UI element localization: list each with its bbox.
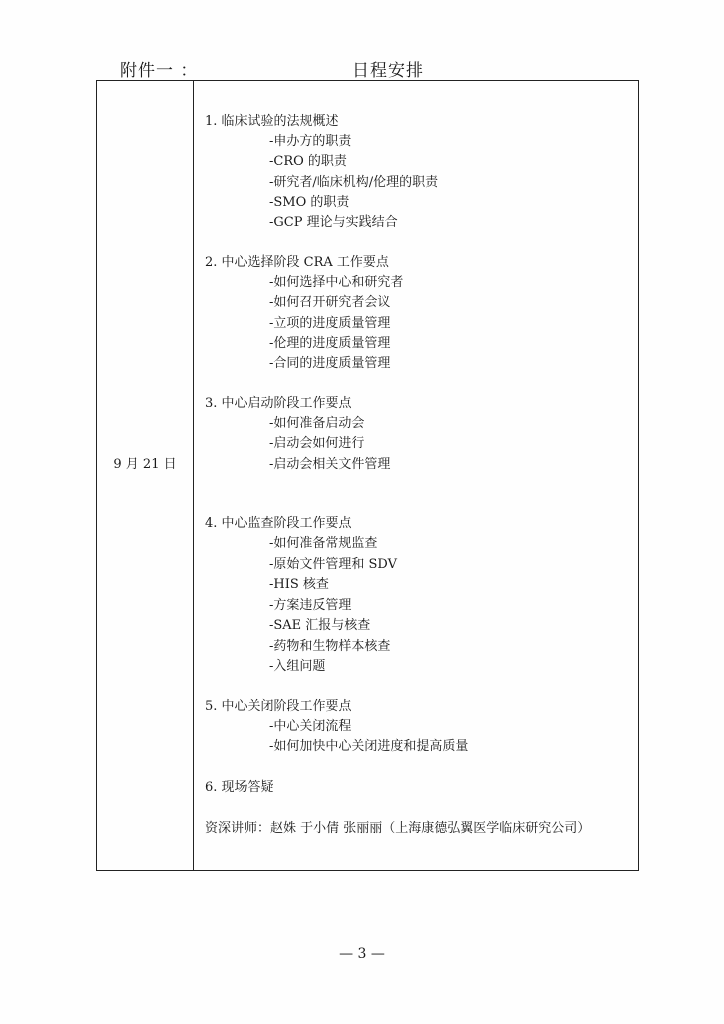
date-cell: 9 月 21 日 [113,457,177,472]
section-4-item: -HIS 核查 [269,577,329,592]
section-2-item: -立项的进度质量管理 [269,316,391,331]
section-1-item: -GCP 理论与实践结合 [269,215,398,230]
section-2-item: -如何召开研究者会议 [269,295,391,310]
section-1-title: 1. 临床试验的法规概述 [205,114,339,129]
section-5-title: 5. 中心关闭阶段工作要点 [205,699,352,714]
section-5-item: -中心关闭流程 [269,719,352,734]
section-1-item: -SMO 的职责 [269,195,350,210]
section-4-item: -方案违反管理 [269,598,352,613]
section-3-item: -启动会如何进行 [269,436,365,451]
section-4-item: -SAE 汇报与核查 [269,618,371,633]
attachment-label: 附件一 ： [120,61,199,81]
section-2-item: -合同的进度质量管理 [269,356,391,371]
section-3-title: 3. 中心启动阶段工作要点 [205,396,352,411]
section-2-title: 2. 中心选择阶段 CRA 工作要点 [205,255,389,270]
section-6-title: 6. 现场答疑 [205,780,274,795]
section-1-item: -CRO 的职责 [269,154,347,169]
section-3-item: -如何准备启动会 [269,416,365,431]
section-1-item: -申办方的职责 [269,134,352,149]
section-4-item: -药物和生物样本核查 [269,639,391,654]
section-3-item: -启动会相关文件管理 [269,457,391,472]
lecturers-line: 资深讲师：赵姝 于小倩 张丽丽（上海康德弘翼医学临床研究公司） [205,821,591,836]
section-4-title: 4. 中心监查阶段工作要点 [205,516,352,531]
section-2-item: -如何选择中心和研究者 [269,275,404,290]
section-4-item: -如何准备常规监查 [269,536,378,551]
section-2-item: -伦理的进度质量管理 [269,336,391,351]
schedule-table [96,81,639,871]
column-divider [193,81,194,870]
section-1-item: -研究者/临床机构/伦理的职责 [269,175,439,190]
page-title: 日程安排 [352,61,424,81]
page-number: — 3 — [339,946,385,962]
section-4-item: -入组问题 [269,659,326,674]
section-4-item: -原始文件管理和 SDV [269,557,398,572]
section-5-item: -如何加快中心关闭进度和提高质量 [269,739,469,754]
